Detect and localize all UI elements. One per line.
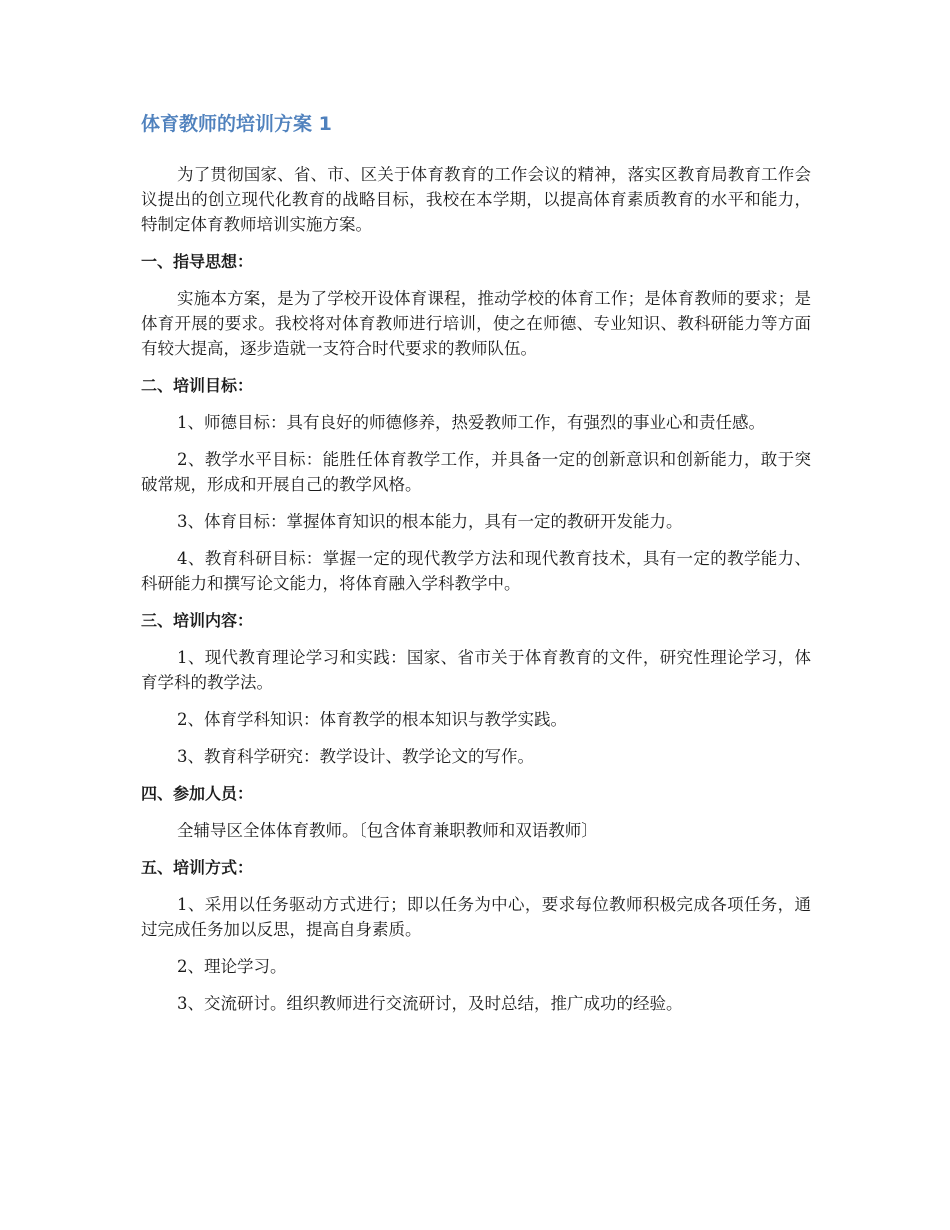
section-heading-participants: 四、参加人员：: [141, 784, 254, 803]
paragraph-guiding-ideology: 实施本方案，是为了学校开设体育课程，推动学校的体育工作；是体育教师的要求；是体育开展的要求。我校将对体育教师进行培训，使之在师德、专业知识、教科研能力等方面有较大提高，逐步造就一支符合时代要求的教师队伍。: [141, 289, 811, 358]
document-title: 体育教师的培训方案 1: [141, 113, 332, 135]
paragraph-goal-teaching-level: 2、教学水平目标：能胜任体育教学工作，并具备一定的创新意识和创新能力，敢于突破常规，形成和开展自己的教学风格。: [141, 450, 811, 494]
section-heading-training-goals: 二、培训目标：: [141, 376, 254, 395]
paragraph-goal-ethics: 1、师德目标：具有良好的师德修养，热爱教师工作，有强烈的事业心和责任感。: [177, 413, 765, 432]
paragraph-goal-research: 4、教育科研目标：掌握一定的现代教学方法和现代教育技术，具有一定的教学能力、科研能力和撰写论文能力，将体育融入学科教学中。: [141, 549, 811, 593]
paragraph-content-theory: 1、现代教育理论学习和实践：国家、省市关于体育教育的文件，研究性理论学习，体育学科的教学法。: [141, 648, 811, 692]
document-body: [141, 108, 811, 1028]
paragraph-content-subject: 2、体育学科知识：体育教学的根本知识与教学实践。: [177, 710, 567, 729]
paragraph-participants: 全辅导区全体体育教师。〔包含体育兼职教师和双语教师〕: [177, 821, 598, 840]
section-heading-guiding-ideology: 一、指导思想：: [141, 252, 254, 271]
paragraph-goal-sports: 3、体育目标：掌握体育知识的根本能力，具有一定的教研开发能力。: [177, 512, 683, 531]
section-heading-training-content: 三、培训内容：: [141, 611, 254, 630]
paragraph-content-research: 3、教育科学研究：教学设计、教学论文的写作。: [177, 747, 534, 766]
paragraph-method-task-driven: 1、采用以任务驱动方式进行；即以任务为中心，要求每位教师积极完成各项任务，通过完成任务加以反思，提高自身素质。: [141, 895, 811, 939]
paragraph-method-exchange: 3、交流研讨。组织教师进行交流研讨，及时总结，推广成功的经验。: [177, 994, 683, 1013]
paragraph-method-theory-study: 2、理论学习。: [177, 957, 287, 976]
section-heading-training-methods: 五、培训方式：: [141, 858, 254, 877]
intro-paragraph: 为了贯彻国家、省、市、区关于体育教育的工作会议的精神，落实区教育局教育工作会议提出的创立现代化教育的战略目标，我校在本学期，以提高体育素质教育的水平和能力，特制定体育教师培训实施方案。: [141, 165, 811, 234]
